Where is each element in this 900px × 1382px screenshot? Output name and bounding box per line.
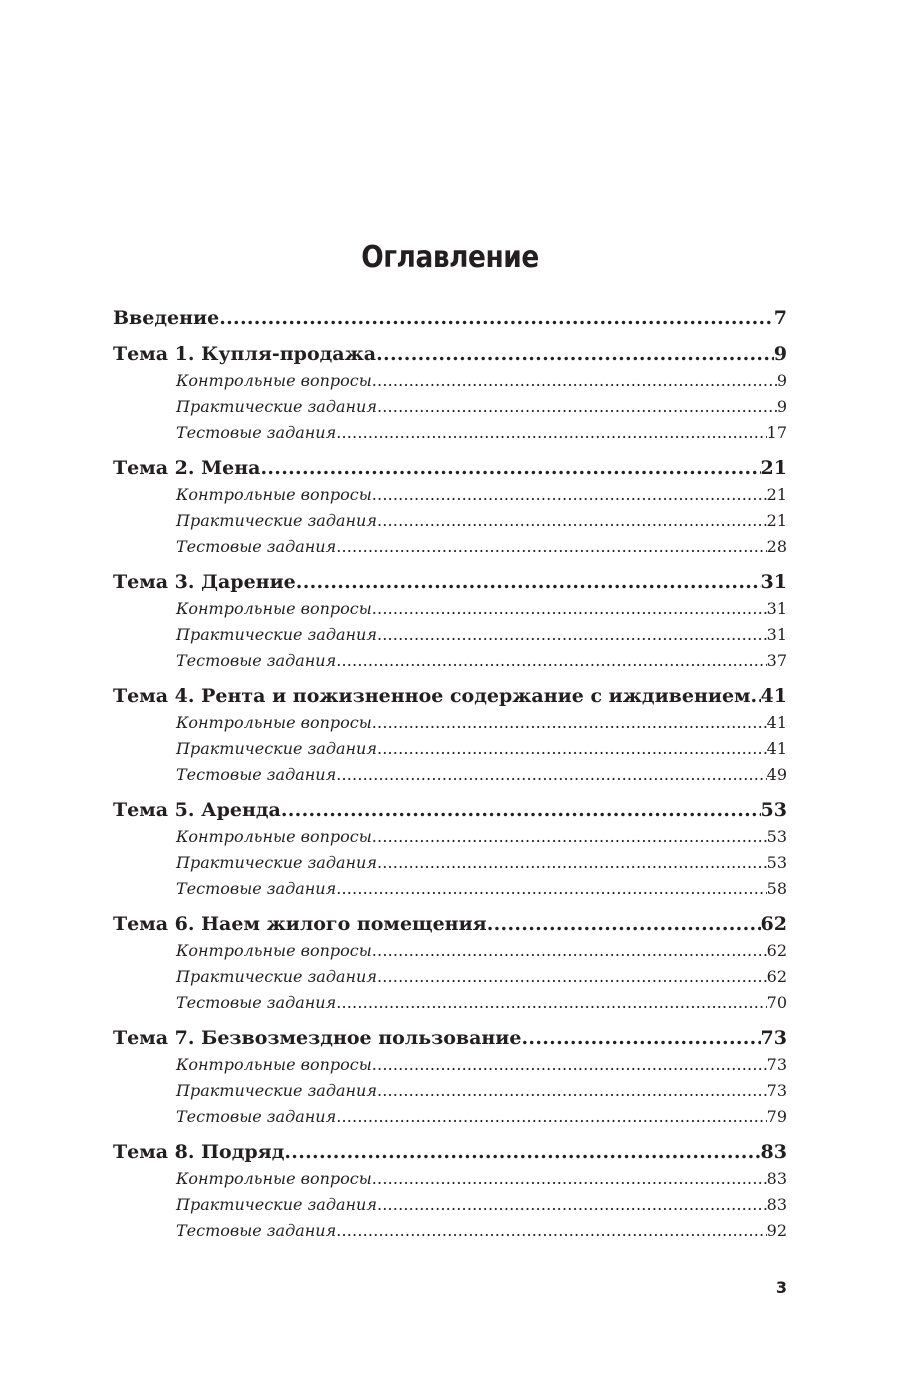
toc-topic-entry[interactable] [113, 796, 787, 824]
dot-leader [377, 1192, 767, 1218]
toc-entry-page: 73 [760, 1027, 787, 1049]
dot-leader [336, 990, 766, 1016]
toc-entry-label: Контрольные вопросы [176, 713, 372, 732]
toc-subentry[interactable] [113, 762, 787, 788]
toc-entry-page: 41 [766, 713, 787, 732]
toc-subentry[interactable] [113, 648, 787, 674]
toc-subentry[interactable] [113, 1052, 787, 1078]
dot-leader [377, 622, 767, 648]
dot-leader [281, 796, 761, 824]
dot-leader [487, 910, 761, 938]
toc-entry-intro[interactable] [113, 304, 787, 332]
toc-subentry[interactable] [113, 1192, 787, 1218]
dot-leader [260, 454, 760, 482]
toc-entry-label: Тема 8. Подряд [113, 1141, 285, 1163]
toc-section-4 [113, 682, 787, 788]
dot-leader [372, 710, 767, 736]
toc-entry-label: Тема 2. Мена [113, 457, 261, 479]
dot-leader [751, 682, 761, 710]
toc-subentry[interactable] [113, 1104, 787, 1130]
toc-entry-label: Тестовые задания [176, 1107, 337, 1126]
toc-entry-page: 41 [760, 685, 787, 707]
dot-leader [376, 340, 774, 368]
dot-leader [372, 1166, 767, 1192]
toc-entry-label: Тема 7. Безвозмездное пользование [113, 1027, 522, 1049]
dot-leader [377, 850, 767, 876]
dot-leader [522, 1024, 761, 1052]
toc-topic-entry[interactable] [113, 568, 787, 596]
toc-entry-label: Контрольные вопросы [176, 371, 372, 390]
toc-entry-page: 17 [766, 423, 787, 442]
toc-section-5 [113, 796, 787, 902]
toc-entry-label: Практические задания [176, 853, 377, 872]
dot-leader [372, 938, 767, 964]
toc-subentry[interactable] [113, 368, 787, 394]
toc-entry-label: Практические задания [176, 739, 377, 758]
toc-topic-entry[interactable] [113, 1024, 787, 1052]
toc-entry-page: 79 [766, 1107, 787, 1126]
toc-subentry[interactable] [113, 394, 787, 420]
toc-entry-label: Тестовые задания [176, 423, 337, 442]
toc-subentry[interactable] [113, 1078, 787, 1104]
toc-entry-page: 53 [766, 827, 787, 846]
toc-section-6 [113, 910, 787, 1016]
toc-section-intro [113, 304, 787, 332]
dot-leader [377, 394, 777, 420]
toc-entry-page: 41 [766, 739, 787, 758]
dot-leader [336, 762, 766, 788]
toc-entry-label: Тема 6. Наем жилого помещения [113, 913, 487, 935]
toc-entry-label: Практические задания [176, 397, 377, 416]
dot-leader [336, 534, 766, 560]
toc-section-1 [113, 340, 787, 446]
toc-entry-label: Тестовые задания [176, 879, 337, 898]
toc-subentry[interactable] [113, 938, 787, 964]
toc-entry-label: Контрольные вопросы [176, 599, 372, 618]
toc-entry-page: 31 [766, 599, 787, 618]
toc-subentry[interactable] [113, 710, 787, 736]
toc-entry-label: Практические задания [176, 1081, 377, 1100]
toc-entry-page: 9 [776, 371, 787, 390]
toc-entry-page: 62 [760, 913, 787, 935]
toc-entry-page: 53 [766, 853, 787, 872]
toc-topic-entry[interactable] [113, 1138, 787, 1166]
toc-entry-label: Введение [113, 307, 220, 329]
dot-leader [296, 568, 761, 596]
toc-entry-page: 37 [766, 651, 787, 670]
toc-entry-page: 62 [766, 941, 787, 960]
table-of-contents [113, 304, 787, 1252]
toc-subentry[interactable] [113, 596, 787, 622]
toc-entry-label: Контрольные вопросы [176, 827, 372, 846]
toc-subentry[interactable] [113, 508, 787, 534]
toc-entry-page: 31 [766, 625, 787, 644]
dot-leader [372, 824, 767, 850]
dot-leader [336, 648, 766, 674]
toc-entry-label: Контрольные вопросы [176, 1169, 372, 1188]
toc-entry-label: Тема 3. Дарение [113, 571, 296, 593]
toc-subentry[interactable] [113, 824, 787, 850]
toc-topic-entry[interactable] [113, 682, 787, 710]
toc-subentry[interactable] [113, 622, 787, 648]
toc-topic-entry[interactable] [113, 340, 787, 368]
toc-subentry[interactable] [113, 1166, 787, 1192]
toc-subentry[interactable] [113, 736, 787, 762]
toc-entry-label: Тестовые задания [176, 1221, 337, 1240]
toc-subentry[interactable] [113, 534, 787, 560]
toc-entry-page: 21 [760, 457, 787, 479]
toc-entry-page: 83 [766, 1169, 787, 1188]
toc-subentry[interactable] [113, 964, 787, 990]
dot-leader [336, 1218, 766, 1244]
toc-entry-label: Практические задания [176, 511, 377, 530]
toc-entry-page: 62 [766, 967, 787, 986]
toc-entry-label: Практические задания [176, 1195, 377, 1214]
toc-entry-label: Тестовые задания [176, 765, 337, 784]
toc-entry-page: 83 [760, 1141, 787, 1163]
toc-entry-page: 58 [766, 879, 787, 898]
toc-entry-label: Контрольные вопросы [176, 941, 372, 960]
dot-leader [336, 876, 766, 902]
toc-subentry[interactable] [113, 850, 787, 876]
toc-subentry[interactable] [113, 420, 787, 446]
dot-leader [372, 1052, 767, 1078]
dot-leader [219, 304, 774, 332]
toc-section-3 [113, 568, 787, 674]
toc-entry-page: 53 [760, 799, 787, 821]
toc-entry-label: Тема 1. Купля-продажа [113, 343, 377, 365]
toc-entry-page: 92 [766, 1221, 787, 1240]
toc-entry-page: 73 [766, 1055, 787, 1074]
dot-leader [377, 1078, 767, 1104]
toc-entry-page: 21 [766, 485, 787, 504]
toc-topic-entry[interactable] [113, 910, 787, 938]
toc-entry-label: Тема 4. Рента и пожизненное содержание с иждивением [113, 685, 751, 707]
toc-topic-entry[interactable] [113, 454, 787, 482]
dot-leader [336, 420, 766, 446]
toc-entry-label: Тестовые задания [176, 993, 337, 1012]
dot-leader [377, 964, 767, 990]
toc-subentry[interactable] [113, 1218, 787, 1244]
toc-entry-label: Практические задания [176, 967, 377, 986]
dot-leader [377, 736, 767, 762]
dot-leader [377, 508, 767, 534]
toc-entry-label: Тестовые задания [176, 537, 337, 556]
toc-entry-label: Тестовые задания [176, 651, 337, 670]
toc-entry-page: 28 [766, 537, 787, 556]
dot-leader [284, 1138, 760, 1166]
toc-entry-label: Контрольные вопросы [176, 1055, 372, 1074]
toc-entry-page: 31 [760, 571, 787, 593]
toc-entry-page: 7 [773, 307, 787, 329]
page-title: Оглавление [361, 240, 539, 276]
toc-entry-page: 49 [766, 765, 787, 784]
toc-entry-page: 9 [773, 343, 787, 365]
toc-subentry[interactable] [113, 876, 787, 902]
toc-section-2 [113, 454, 787, 560]
toc-entry-page: 83 [766, 1195, 787, 1214]
toc-entry-label: Практические задания [176, 625, 377, 644]
toc-entry-page: 70 [766, 993, 787, 1012]
toc-entry-label: Тема 5. Аренда [113, 799, 281, 821]
toc-subentry[interactable] [113, 482, 787, 508]
toc-subentry[interactable] [113, 990, 787, 1016]
dot-leader [372, 482, 767, 508]
toc-sections [113, 340, 787, 1244]
toc-section-7 [113, 1024, 787, 1130]
dot-leader [372, 368, 777, 394]
page-number: 3 [775, 1278, 787, 1297]
toc-entry-page: 9 [776, 397, 787, 416]
toc-entry-label: Контрольные вопросы [176, 485, 372, 504]
toc-entry-page: 73 [766, 1081, 787, 1100]
dot-leader [336, 1104, 766, 1130]
toc-entry-page: 21 [766, 511, 787, 530]
toc-section-8 [113, 1138, 787, 1244]
dot-leader [372, 596, 767, 622]
